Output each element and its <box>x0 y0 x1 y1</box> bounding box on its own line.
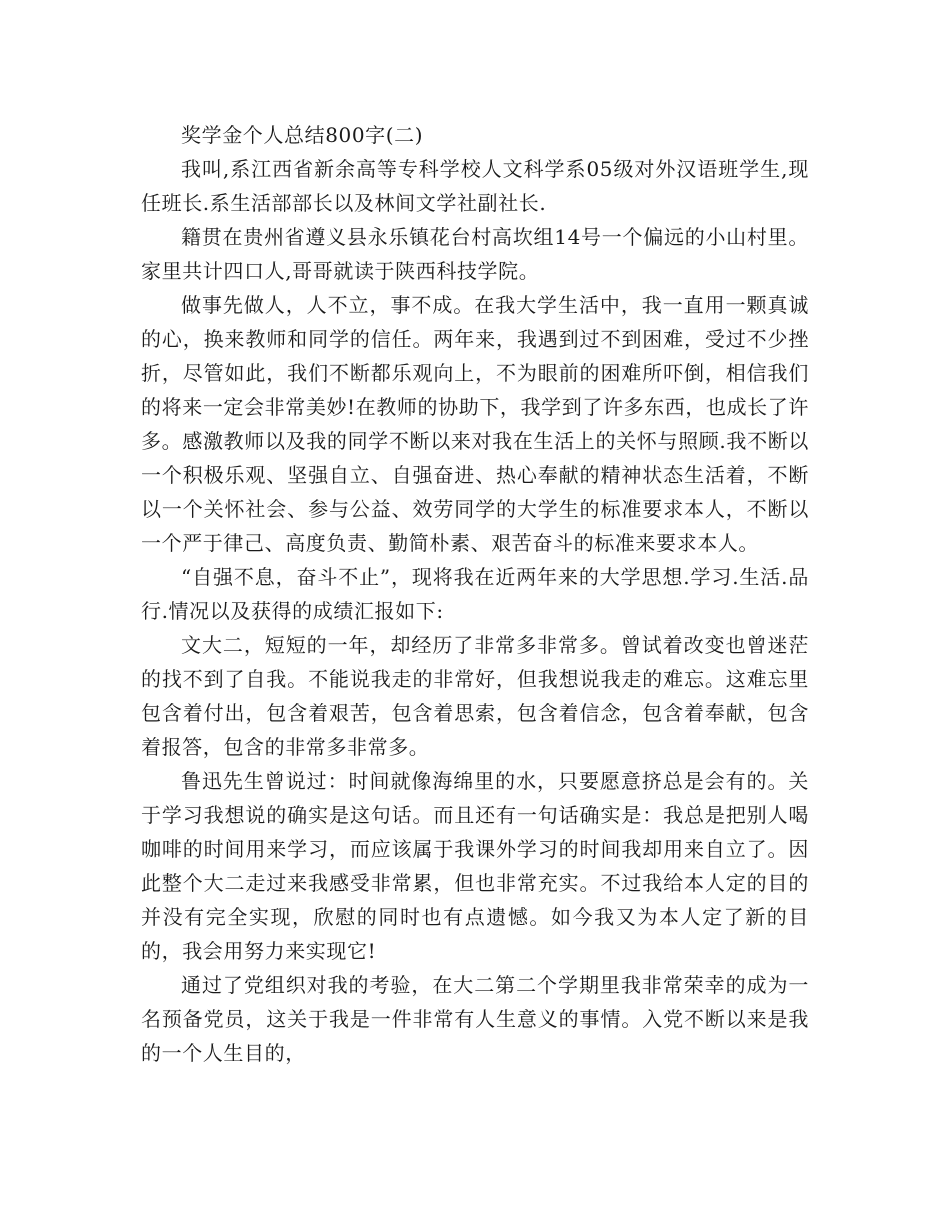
paragraph-party: 通过了党组织对我的考验，在大二第二个学期里我非常荣幸的成为一名预备党员，这关于我是一件非常有人生意义的事情。入党不断以来是我的一个人生目的， <box>141 973 809 1065</box>
document-title: 奖学金个人总结800字(二) <box>181 123 424 147</box>
paragraph-hometown: 籍贯在贵州省遵义县永乐镇花台村高坎组14号一个偏远的小山村里。家里共计四口人,哥哥就读于陕西科技学院。 <box>141 225 809 283</box>
paragraph-report-intro: “自强不息，奋斗不止”，现将我在近两年来的大学思想.学习.生活.品行.情况以及获得的成绩汇报如下: <box>141 565 809 623</box>
paragraph-study: 鲁迅先生曾说过：时间就像海绵里的水，只要愿意挤总是会有的。关于学习我想说的确实是这句话。而且还有一句话确实是：我总是把别人喝咖啡的时间用来学习，而应该属于我课外学习的时间我却用来自立了。因此整个大二走过来我感受非常累，但也非常充实。不过我给本人定的目的并没有完全实现，欣慰的同时也有点遗憾。如今我又为本人定了新的目的，我会用努力来实现它! <box>141 769 809 963</box>
paragraph-sophomore-year: 文大二，短短的一年，却经历了非常多非常多。曾试着改变也曾迷茫的找不到了自我。不能说我走的非常好，但我想说我走的难忘。这难忘里包含着付出，包含着艰苦，包含着思索，包含着信念，包含着奉献，包含着报答，包含的非常多非常多。 <box>141 633 809 759</box>
document-body <box>141 118 809 1070</box>
paragraph-self-intro: 我叫,系江西省新余高等专科学校人文科学系05级对外汉语班学生,现任班长.系生活部部长以及林间文学社副社长. <box>141 157 809 215</box>
paragraph-conduct: 做事先做人，人不立，事不成。在我大学生活中，我一直用一颗真诚的心，换来教师和同学的信任。两年来，我遇到过不到困难，受过不少挫折，尽管如此，我们不断都乐观向上，不为眼前的困难所吓倒，相信我们的将来一定会非常美妙!在教师的协助下，我学到了许多东西，也成长了许多。感激教师以及我的同学不断以来对我在生活上的关怀与照顾.我不断以一个积极乐观、坚强自立、自强奋进、热心奉献的精神状态生活着，不断以一个关怀社会、参与公益、效劳同学的大学生的标准要求本人，不断以一个严于律己、高度负责、勤简朴素、艰苦奋斗的标准来要求本人。 <box>141 293 809 555</box>
